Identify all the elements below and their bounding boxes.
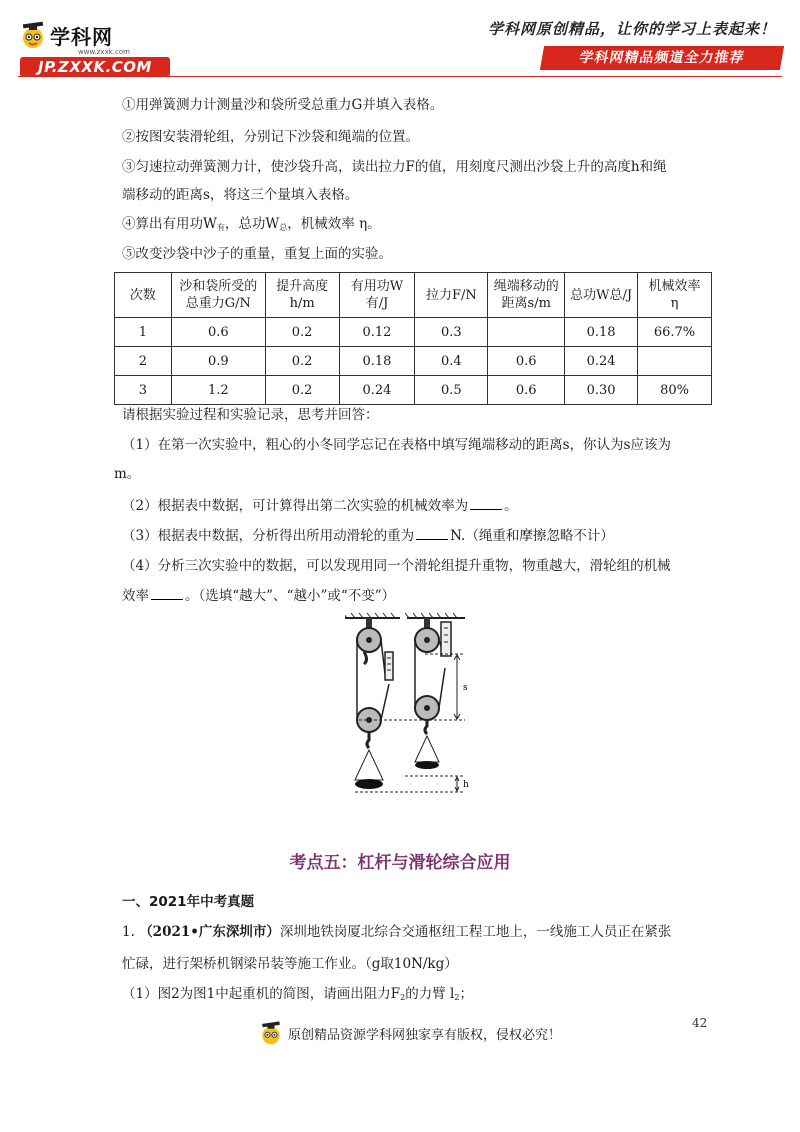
- th-useful-work: 有用功W 有/J: [339, 273, 415, 318]
- header-slogan: 学科网原创精品，让你的学习上表起来！: [487, 20, 776, 38]
- table-cell: 0.2: [265, 376, 339, 405]
- table-cell: 0.6: [488, 376, 565, 405]
- th-total-work: 总功W总/J: [565, 273, 638, 318]
- header-banner: 学科网精品频道全力推荐: [540, 46, 784, 70]
- step-4-text-a: ④算出有用功W: [122, 216, 217, 232]
- step-4: [122, 214, 722, 238]
- problem-1-cont: 忙碌，进行架桥机钢梁吊装等施工作业。（g取10N/kg）: [122, 956, 458, 972]
- step-4-sub-useful: 有: [216, 223, 225, 232]
- mascot-icon: [258, 1020, 284, 1046]
- answer-blank[interactable]: [416, 527, 448, 540]
- table-cell: 0.30: [565, 376, 638, 405]
- table-row: [115, 347, 712, 376]
- table-row: [115, 376, 712, 405]
- logo-url: JP.ZXXK.COM: [20, 57, 170, 77]
- problem-1-sub-1: [122, 984, 722, 1008]
- table-cell: 0.18: [339, 347, 415, 376]
- pulley-system-figure: [345, 612, 500, 800]
- table-cell: 0.18: [565, 318, 638, 347]
- question-2-end: 。: [504, 498, 518, 514]
- table-cell: 0.12: [339, 318, 415, 347]
- table-cell: 0.6: [488, 347, 565, 376]
- step-3-cont: 端移动的距离s，将这三个量填入表格。: [122, 187, 359, 203]
- table-cell: 0.24: [339, 376, 415, 405]
- step-4-text-b: ，总功W: [224, 216, 280, 232]
- table-cell: [488, 318, 565, 347]
- problem-source: （2021•广东深圳市）: [139, 924, 280, 940]
- question-2: [122, 496, 722, 516]
- question-4: （4）分析三次实验中的数据，可以发现用同一个滑轮组提升重物，物重越大，滑轮组的机械: [122, 558, 671, 574]
- th-height: 提升高度 h/m: [265, 273, 339, 318]
- table-cell: 0.2: [265, 318, 339, 347]
- th-count: 次数: [115, 273, 172, 318]
- th-pull-force: 拉力F/N: [415, 273, 488, 318]
- table-cell: 3: [115, 376, 172, 405]
- table-cell: 0.2: [265, 347, 339, 376]
- table-header-row: [115, 273, 712, 318]
- question-4-end: 。（选填“越大”、“越小”或“不变”）: [185, 588, 396, 604]
- question-1-cont: m。: [114, 466, 141, 482]
- table-cell: 0.3: [415, 318, 488, 347]
- problem-1: [122, 922, 722, 942]
- header-divider: [18, 76, 782, 77]
- table-cell: 80%: [638, 376, 712, 405]
- table-cell: 0.4: [415, 347, 488, 376]
- sub-question-sub: 2: [400, 993, 406, 1002]
- table-cell: 0.9: [171, 347, 265, 376]
- step-5: ⑤改变沙袋中沙子的重量，重复上面的实验。: [122, 246, 392, 262]
- footer-copyright: 原创精品资源学科网独家享有版权，侵权必究！: [288, 1027, 562, 1043]
- table-row: [115, 318, 712, 347]
- label-h: h: [463, 780, 469, 790]
- mascot-icon: [18, 20, 48, 50]
- step-1: ①用弹簧测力计测量沙和袋所受总重力G并填入表格。: [122, 97, 444, 113]
- table-cell: 1.2: [171, 376, 265, 405]
- footer: [258, 1020, 561, 1046]
- site-logo[interactable]: [18, 18, 166, 74]
- problem-text: 深圳地铁岗厦北综合交通枢纽工程工地上，一线施工人员正在紧张: [279, 924, 672, 940]
- logo-title: 学科网: [50, 24, 113, 49]
- ceiling-left: [345, 613, 400, 618]
- answer-blank[interactable]: [470, 497, 502, 510]
- th-rope-distance: 绳端移动的 距离s/m: [488, 273, 565, 318]
- question-4-cont: [122, 586, 722, 606]
- step-4-text-c: ，机械效率 η。: [287, 216, 381, 232]
- question-3-text: （3）根据表中数据，分析得出所用动滑轮的重为: [122, 528, 415, 544]
- label-s: s: [463, 683, 468, 693]
- ceiling-right: [405, 613, 465, 618]
- table-cell: 66.7%: [638, 318, 712, 347]
- question-3-end: N.（绳重和摩擦忽略不计）: [450, 528, 614, 544]
- sub-question-text: （1）图2为图1中起重机的简图，请画出阻力F: [122, 986, 401, 1002]
- problem-number: 1.: [122, 924, 135, 940]
- step-3: ③匀速拉动弹簧测力计，使沙袋升高，读出拉力F的值，用刻度尺测出沙袋上升的高度h和绳: [122, 159, 667, 175]
- page-number: 42: [692, 1016, 708, 1030]
- sub-question-end: ；: [459, 986, 473, 1002]
- table-cell: 1: [115, 318, 172, 347]
- question-4-text: 效率: [122, 588, 149, 604]
- sandbag-icon: [355, 779, 383, 789]
- table-cell: 0.6: [171, 318, 265, 347]
- table-cell: 0.24: [565, 347, 638, 376]
- th-efficiency: 机械效率 η: [638, 273, 712, 318]
- question-2-text: （2）根据表中数据，可计算得出第二次实验的机械效率为: [122, 498, 469, 514]
- section-title: 考点五：杠杆与滑轮综合应用: [289, 853, 511, 873]
- answer-blank[interactable]: [151, 587, 183, 600]
- th-weight: 沙和袋所受的 总重力G/N: [171, 273, 265, 318]
- spring-scale-icon: [385, 652, 393, 680]
- question-3: [122, 526, 722, 546]
- table-cell: 2: [115, 347, 172, 376]
- sub-question-sub: 2: [454, 993, 460, 1002]
- table-cell: 0.5: [415, 376, 488, 405]
- sub-question-mid: 的力臂 l: [405, 986, 455, 1002]
- experiment-table: [114, 272, 712, 405]
- section-subtitle: 一、2021年中考真题: [122, 894, 255, 910]
- question-1: （1）在第一次实验中，粗心的小冬同学忘记在表格中填写绳端移动的距离s，你认为s应该为: [122, 437, 671, 453]
- table-cell: [638, 347, 712, 376]
- step-2: ②按图安装滑轮组，分别记下沙袋和绳端的位置。: [122, 129, 419, 145]
- step-4-sub-total: 总: [279, 223, 288, 232]
- logo-domain: www.zxxk.com: [78, 48, 130, 56]
- questions-intro: 请根据实验过程和实验记录，思考并回答：: [122, 407, 379, 423]
